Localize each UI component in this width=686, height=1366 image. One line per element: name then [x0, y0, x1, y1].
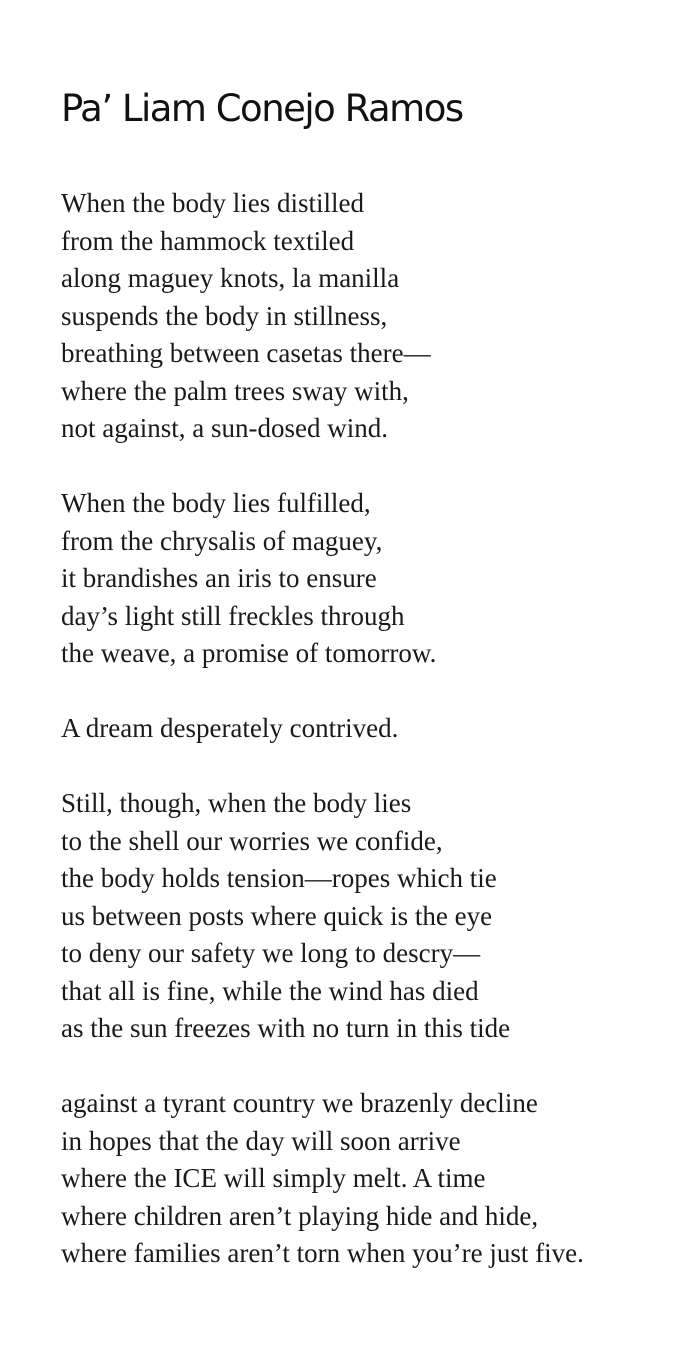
poem-line: When the body lies distilled: [61, 188, 364, 218]
poem-line: that all is fine, while the wind has died: [61, 975, 479, 1006]
poem-line: breathing between casetas there—: [61, 338, 431, 368]
poem-line: not against, a sun-dosed wind.: [61, 413, 388, 443]
stanza-3: [61, 710, 671, 748]
poem-line: against a tyrant country we brazenly decline: [61, 1088, 538, 1118]
stanza-2: [61, 485, 671, 673]
stanza-1: [61, 185, 671, 448]
stanza-5: [61, 1085, 671, 1273]
poem-line: A dream desperately contrived.: [61, 713, 399, 743]
poem-line: where the palm trees sway with,: [61, 375, 409, 406]
poem-line: to the shell our worries we confide,: [61, 825, 443, 856]
poem-line: Still, though, when the body lies: [61, 788, 412, 818]
poem-line: to deny our safety we long to descry—: [61, 938, 481, 968]
poem-title: Pa’ Liam Conejo Ramos: [61, 87, 463, 130]
poem-line: it brandishes an iris to ensure: [61, 563, 377, 593]
poem-line: us between posts where quick is the eye: [61, 900, 493, 931]
poem-line: the body holds tension—ropes which tie: [61, 863, 497, 893]
poem-line: from the hammock textiled: [61, 225, 355, 256]
poem-line: as the sun freezes with no turn in this tide: [61, 1013, 511, 1043]
poem-body: [61, 185, 671, 1310]
stanza-4: [61, 785, 671, 1048]
poem-line: day’s light still freckles through: [61, 600, 405, 631]
poem-line: where families aren’t torn when you’re just five.: [61, 1238, 584, 1268]
poem-line: where children aren’t playing hide and hide,: [61, 1200, 539, 1231]
poem-line: When the body lies fulfilled,: [61, 488, 371, 518]
poem-line: where the ICE will simply melt. A time: [61, 1163, 486, 1193]
poem-line: the weave, a promise of tomorrow.: [61, 638, 437, 668]
poem-line: suspends the body in stillness,: [61, 300, 388, 331]
poem-line: from the chrysalis of maguey,: [61, 525, 383, 556]
poem-line: along maguey knots, la manilla: [61, 263, 400, 293]
poem-line: in hopes that the day will soon arrive: [61, 1125, 461, 1156]
